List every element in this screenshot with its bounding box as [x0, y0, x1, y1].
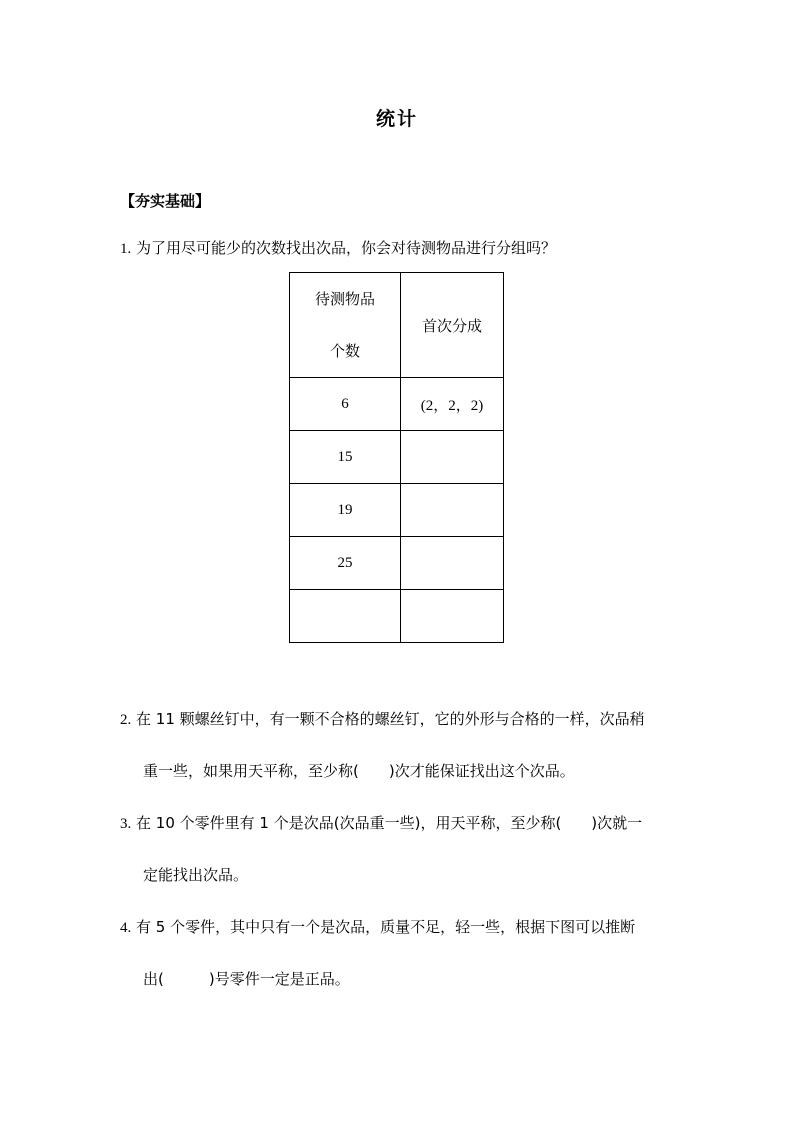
question-3-text-1: 在 10 个零件里有 1 个是次品(次品重一些)，用天平称，至少称( )次就一 — [136, 814, 643, 832]
question-2-number: 2. — [120, 712, 132, 728]
header-first-split: 首次分成 — [401, 273, 504, 378]
question-1-number: 1. — [120, 241, 132, 257]
cell-count: 15 — [290, 431, 401, 484]
cell-split[interactable] — [401, 484, 504, 537]
question-2-line-2: 重一些，如果用天平称，至少称( )次才能保证找出这个次品。 — [143, 762, 575, 780]
cell-split[interactable] — [401, 590, 504, 643]
question-2-line-1 — [120, 709, 645, 730]
question-4-number: 4. — [120, 920, 132, 936]
header-item-count-line2: 个数 — [329, 342, 360, 360]
question-1-text: 为了用尽可能少的次数找出次品，你会对待测物品进行分组吗？ — [136, 239, 557, 257]
question-3-line-1 — [120, 813, 642, 834]
table-row — [290, 590, 504, 643]
table-row — [290, 378, 504, 431]
table-header-row — [290, 273, 504, 378]
cell-split[interactable] — [401, 537, 504, 590]
cell-count: 25 — [290, 537, 401, 590]
table-row — [290, 431, 504, 484]
question-4-line-2: 出( )号零件一定是正品。 — [143, 970, 350, 988]
cell-count: 6 — [290, 378, 401, 431]
page-title: 统计 — [375, 108, 418, 130]
header-item-count — [290, 273, 401, 378]
question-4-line-1 — [120, 917, 635, 938]
table-row — [290, 537, 504, 590]
cell-split[interactable] — [401, 431, 504, 484]
header-item-count-line1: 待测物品 — [314, 290, 375, 308]
question-3-number: 3. — [120, 816, 132, 832]
cell-count[interactable] — [290, 590, 401, 643]
question-1 — [120, 238, 556, 259]
table-row — [290, 484, 504, 537]
question-4-text-1: 有 5 个零件，其中只有一个是次品，质量不足，轻一些，根据下图可以推断 — [136, 918, 636, 936]
question-2-text-1: 在 11 颗螺丝钉中，有一颗不合格的螺丝钉，它的外形与合格的一样，次品稍 — [136, 710, 645, 728]
section-heading: 【夯实基础】 — [120, 192, 211, 210]
cell-split: (2，2，2) — [401, 378, 504, 431]
question-3-line-2: 定能找出次品。 — [143, 866, 249, 884]
grouping-table — [289, 272, 504, 643]
cell-count: 19 — [290, 484, 401, 537]
